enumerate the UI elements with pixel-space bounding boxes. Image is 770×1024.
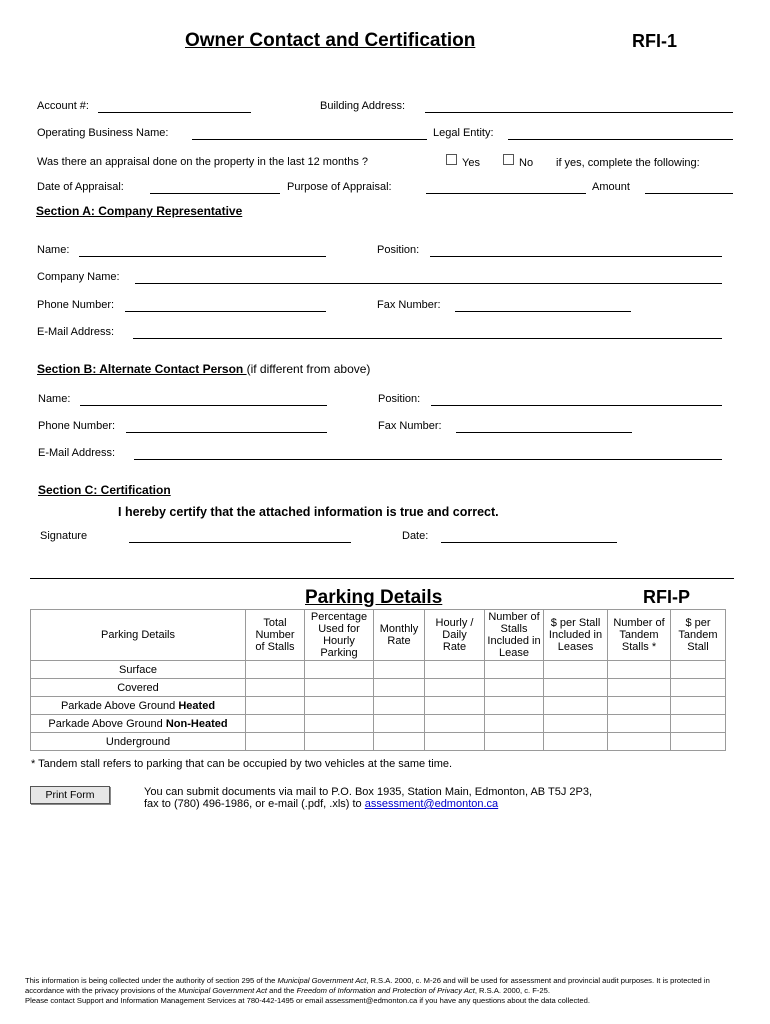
cell[interactable] <box>608 679 671 697</box>
cell[interactable] <box>544 697 608 715</box>
footer-act-1: Municipal Government Act <box>277 976 367 985</box>
amount-field[interactable] <box>645 193 733 194</box>
col-tandem-stalls <box>608 610 671 661</box>
cell[interactable] <box>425 697 485 715</box>
cell[interactable] <box>485 661 544 679</box>
purpose-of-appraisal-label: Purpose of Appraisal: <box>287 181 392 193</box>
row-label <box>31 697 246 715</box>
date-of-appraisal-field[interactable] <box>150 193 280 194</box>
cell[interactable] <box>671 733 726 751</box>
signature-label: Signature <box>40 530 88 542</box>
row-label: Surface <box>31 661 246 679</box>
section-a-fax-field[interactable] <box>455 311 631 312</box>
cell[interactable] <box>246 661 305 679</box>
col-per-stall-lease <box>544 610 608 661</box>
col-monthly-rate <box>374 610 425 661</box>
cell[interactable] <box>374 679 425 697</box>
building-address-field[interactable] <box>425 112 733 113</box>
parking-title: Parking Details <box>305 587 443 608</box>
building-address-label: Building Address: <box>320 100 405 112</box>
col-hourly-daily-rate <box>425 610 485 661</box>
section-a-email-field[interactable] <box>133 338 722 339</box>
section-b-fax-field[interactable] <box>456 432 632 433</box>
col-parking-details: Parking Details <box>31 610 246 661</box>
account-field[interactable] <box>98 112 251 113</box>
footer-text-3: and the <box>267 986 297 995</box>
operating-business-label: Operating Business Name: <box>37 127 169 139</box>
section-b-position-label: Position: <box>378 393 421 405</box>
cell[interactable] <box>544 733 608 751</box>
row-surface <box>31 661 726 679</box>
yes-label: Yes <box>462 157 480 169</box>
section-b-note: (if different from above) <box>246 362 371 376</box>
cell[interactable] <box>544 661 608 679</box>
cell[interactable] <box>608 715 671 733</box>
submit-line-1: You can submit documents via mail to P.O. Box 1935, Station Main, Edmonton, AB T5J 2P3, <box>144 786 592 798</box>
parking-table <box>30 609 726 751</box>
date-field[interactable] <box>441 542 617 543</box>
section-b-heading <box>37 362 370 376</box>
cell[interactable] <box>374 697 425 715</box>
cell[interactable] <box>544 715 608 733</box>
cell[interactable] <box>425 661 485 679</box>
cell[interactable] <box>485 733 544 751</box>
row-underground <box>31 733 726 751</box>
cell[interactable] <box>305 733 374 751</box>
cell[interactable] <box>246 697 305 715</box>
account-label: Account #: <box>37 100 89 112</box>
col-stalls-in-lease-text: Number of Stalls Included in Lease <box>487 611 541 659</box>
footer-contact: Please contact Support and Information Management Services at 780-442-1495 or email assessment@edmonton.ca if you have any questions about the data collected. <box>25 996 590 1005</box>
row-parkade-heated <box>31 697 726 715</box>
tandem-footnote: * Tandem stall refers to parking that can be occupied by two vehicles at the same time. <box>31 758 453 770</box>
cell[interactable] <box>374 715 425 733</box>
cell[interactable] <box>305 715 374 733</box>
section-b-name-field[interactable] <box>80 405 327 406</box>
cell[interactable] <box>608 661 671 679</box>
no-checkbox[interactable] <box>503 154 514 165</box>
cell[interactable] <box>305 661 374 679</box>
footer-text-1: This information is being collected under the authority of section 295 of the <box>25 976 278 985</box>
cell[interactable] <box>608 733 671 751</box>
row-label-prefix: Parkade Above Ground <box>60 699 179 712</box>
footer-act-2: Municipal Government Act <box>178 986 267 995</box>
section-b-position-field[interactable] <box>431 405 722 406</box>
cell[interactable] <box>425 679 485 697</box>
row-label-prefix: Parkade Above Ground <box>48 717 166 730</box>
row-parkade-non-heated <box>31 715 726 733</box>
col-tandem-price <box>671 610 726 661</box>
section-a-name-field[interactable] <box>79 256 326 257</box>
legal-entity-field[interactable] <box>508 139 733 140</box>
cell[interactable] <box>485 697 544 715</box>
col-tandem-price-text: $ per Tandem Stall <box>678 617 718 653</box>
col-total-stalls <box>246 610 305 661</box>
footer-act-3: Freedom of Information and Protection of Privacy Act <box>296 986 475 995</box>
cell[interactable] <box>671 697 726 715</box>
certification-statement: I hereby certify that the attached information is true and correct. <box>118 505 499 519</box>
cell[interactable] <box>671 661 726 679</box>
col-tandem-stalls-text: Number of Tandem Stalls * <box>613 617 665 653</box>
cell[interactable] <box>246 733 305 751</box>
section-divider <box>30 578 734 579</box>
section-c-title: Section C: Certification <box>38 483 171 497</box>
submit-line-2-text: fax to (780) 496-1986, or e-mail (.pdf, .xls) to <box>144 798 365 810</box>
section-a-company-field[interactable] <box>135 283 722 284</box>
cell[interactable] <box>671 679 726 697</box>
section-a-company-label: Company Name: <box>37 271 120 283</box>
cell[interactable] <box>485 715 544 733</box>
cell[interactable] <box>608 697 671 715</box>
section-a-name-label: Name: <box>37 244 70 256</box>
col-monthly-rate-text: Monthly Rate <box>379 623 419 647</box>
cell[interactable] <box>671 715 726 733</box>
cell[interactable] <box>485 679 544 697</box>
amount-label: Amount <box>592 181 630 193</box>
page-title: Owner Contact and Certification <box>185 30 476 51</box>
row-label: Underground <box>31 733 246 751</box>
signature-field[interactable] <box>129 542 351 543</box>
row-label: Covered <box>31 679 246 697</box>
cell[interactable] <box>246 679 305 697</box>
date-of-appraisal-label: Date of Appraisal: <box>37 181 124 193</box>
col-percentage-hourly <box>305 610 374 661</box>
cell[interactable] <box>305 697 374 715</box>
legal-entity-label: Legal Entity: <box>433 127 494 139</box>
col-hourly-daily-rate-text: Hourly / Daily Rate <box>435 617 474 653</box>
footer-text-2: , R.S.A. 2000, c. M-26 and will be used for assessment and provincial audit purposes. It is protected in accordance with the privacy provisions of the <box>25 976 710 995</box>
section-b-title: Section B: Alternate Contact Person <box>37 362 247 376</box>
section-b-phone-label: Phone Number: <box>38 420 116 432</box>
col-per-stall-lease-text: $ per Stall Included in Leases <box>548 617 603 653</box>
submit-line-2 <box>144 798 498 810</box>
row-label <box>31 715 246 733</box>
cell[interactable] <box>544 679 608 697</box>
no-label: No <box>519 157 534 169</box>
cell[interactable] <box>425 715 485 733</box>
section-a-phone-label: Phone Number: <box>37 299 115 311</box>
footer-text-4: , R.S.A. 2000, c. F-25. <box>474 986 550 995</box>
cell[interactable] <box>374 661 425 679</box>
section-b-email-field[interactable] <box>134 459 722 460</box>
section-a-position-field[interactable] <box>430 256 722 257</box>
section-a-fax-label: Fax Number: <box>377 299 441 311</box>
col-total-stalls-text: Total Number of Stalls <box>255 617 295 653</box>
cell[interactable] <box>425 733 485 751</box>
col-stalls-in-lease <box>485 610 544 661</box>
section-a-title: Section A: Company Representative <box>36 204 243 218</box>
section-a-phone-field[interactable] <box>125 311 326 312</box>
section-b-phone-field[interactable] <box>126 432 327 433</box>
appraisal-question: Was there an appraisal done on the property in the last 12 months ? <box>37 156 369 168</box>
section-a-email-label: E-Mail Address: <box>37 326 115 338</box>
section-a-position-label: Position: <box>377 244 420 256</box>
date-label: Date: <box>402 530 429 542</box>
cell[interactable] <box>374 733 425 751</box>
if-yes-note: if yes, complete the following: <box>556 157 700 169</box>
cell[interactable] <box>305 679 374 697</box>
row-covered <box>31 679 726 697</box>
assessment-email-link[interactable]: assessment@edmonton.ca <box>364 798 499 810</box>
row-label-bold: Heated <box>178 699 216 712</box>
parking-form-code: RFI-P <box>643 587 690 607</box>
col-percentage-hourly-text: Percentage Used for Hourly Parking <box>310 611 368 659</box>
parking-header-row <box>31 610 726 661</box>
print-form-button[interactable]: Print Form <box>30 786 110 804</box>
row-label-bold: Non-Heated <box>165 717 228 730</box>
section-b-fax-label: Fax Number: <box>378 420 442 432</box>
purpose-of-appraisal-field[interactable] <box>426 193 586 194</box>
section-b-name-label: Name: <box>38 393 71 405</box>
yes-checkbox[interactable] <box>446 154 457 165</box>
section-b-email-label: E-Mail Address: <box>38 447 116 459</box>
cell[interactable] <box>246 715 305 733</box>
operating-business-field[interactable] <box>192 139 427 140</box>
form-code: RFI-1 <box>632 31 677 51</box>
privacy-footer <box>25 976 750 1006</box>
